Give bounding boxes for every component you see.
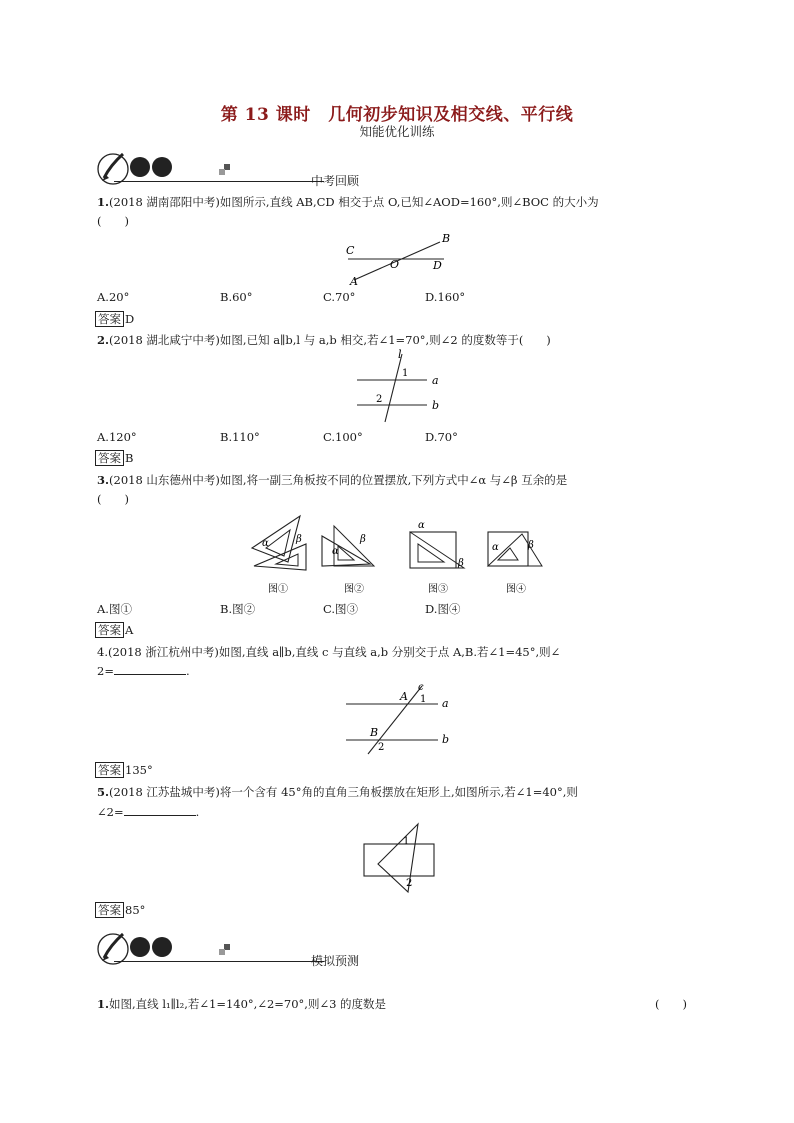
q1-answer bbox=[95, 311, 134, 327]
question-number: 4. bbox=[97, 645, 108, 659]
q3-option-c: C.图③ bbox=[323, 602, 359, 616]
label-1: 1 bbox=[402, 368, 409, 379]
q1-option-c: C.70° bbox=[323, 290, 356, 304]
q2-answer bbox=[95, 450, 133, 466]
label-alpha: α bbox=[262, 538, 269, 549]
section-rule bbox=[114, 961, 324, 962]
question-text: (2018 山东德州中考)如图,将一副三角板按不同的位置摆放,下列方式中∠α 与∠β 互余的是 bbox=[109, 473, 568, 487]
q2-figure-parallel-lines bbox=[355, 348, 445, 426]
section-rule bbox=[114, 181, 324, 182]
answer-value: D bbox=[125, 312, 135, 326]
label-beta: β bbox=[458, 558, 464, 569]
answer-label: 答案 bbox=[95, 762, 124, 778]
question-2 bbox=[97, 332, 551, 348]
label-2: 2 bbox=[406, 878, 413, 889]
q3-option-d: D.图④ bbox=[425, 602, 461, 616]
q3-option-a: A.图① bbox=[97, 602, 132, 616]
question-number: 3. bbox=[97, 473, 110, 487]
label-alpha: α bbox=[332, 546, 339, 557]
label-a: a bbox=[432, 374, 439, 387]
question-text: (2018 湖南邵阳中考)如图所示,直线 AB,CD 相交于点 O,已知∠AOD=160°,则∠BOC 的大小为 bbox=[109, 195, 599, 209]
q1-option-b: B.60° bbox=[220, 290, 253, 304]
label-alpha: α bbox=[418, 520, 425, 531]
square-marker-icon bbox=[219, 164, 233, 178]
q1-option-a: A.20° bbox=[97, 290, 130, 304]
label-o: O bbox=[390, 258, 400, 271]
answer-value: 135° bbox=[125, 763, 153, 777]
question-4 bbox=[97, 644, 560, 660]
answer-label: 答案 bbox=[95, 902, 124, 918]
label-c: c bbox=[418, 682, 424, 693]
label-a-point: A bbox=[400, 690, 408, 703]
q3-option-b: B.图② bbox=[220, 602, 256, 616]
question-text: 如图,直线 l₁∥l₂,若∠1=140°,∠2=70°,则∠3 的度数是 bbox=[109, 997, 387, 1011]
q2-option-d: D.70° bbox=[425, 430, 458, 444]
label-c: C bbox=[346, 244, 355, 257]
label-beta: β bbox=[360, 534, 366, 545]
question-4-line2: 2= . bbox=[97, 664, 190, 678]
answer-blank[interactable] bbox=[114, 663, 186, 675]
q4-answer bbox=[95, 762, 153, 778]
label-beta: β bbox=[296, 534, 302, 545]
q5-figure-triangle-on-rectangle bbox=[360, 820, 440, 896]
label-beta: β bbox=[528, 540, 534, 551]
q3-figure-2 bbox=[322, 526, 374, 595]
caption-fig-1: 图① bbox=[268, 584, 288, 595]
question-5-line2: ∠2= . bbox=[97, 805, 200, 819]
question-number: 1. bbox=[97, 997, 110, 1011]
label-a: A bbox=[350, 275, 358, 288]
question-number: 2. bbox=[97, 333, 110, 347]
q2-option-a: A.120° bbox=[97, 430, 137, 444]
q3-answer bbox=[95, 622, 133, 638]
answer-label: 答案 bbox=[95, 450, 124, 466]
label-1: 1 bbox=[403, 836, 410, 847]
label-b: B bbox=[442, 232, 451, 245]
question-1 bbox=[97, 194, 599, 210]
caption-fig-4: 图④ bbox=[506, 584, 526, 595]
question-number: 1. bbox=[97, 195, 110, 209]
question-1-paren: ( ) bbox=[97, 214, 129, 228]
page-title: 第 13 课时 几何初步知识及相交线、平行线 bbox=[220, 105, 574, 125]
label-b: b bbox=[432, 399, 440, 412]
question-3 bbox=[97, 472, 567, 488]
answer-value: A bbox=[125, 623, 134, 637]
label-2: 2 bbox=[378, 742, 385, 753]
square-marker-icon bbox=[219, 944, 233, 958]
question-number: 5. bbox=[97, 785, 110, 799]
q4-figure-parallel-lines bbox=[342, 680, 452, 758]
q2-option-c: C.100° bbox=[323, 430, 363, 444]
q2-option-b: B.110° bbox=[220, 430, 260, 444]
question-text: (2018 湖北咸宁中考)如图,已知 a∥b,l 与 a,b 相交,若∠1=70°,则∠2 的度数等于( ) bbox=[109, 333, 551, 347]
answer-label: 答案 bbox=[95, 311, 124, 327]
answer-blank[interactable] bbox=[124, 804, 196, 816]
section-header-review bbox=[96, 150, 360, 188]
label-2: 2 bbox=[376, 394, 383, 405]
question-5 bbox=[97, 784, 578, 800]
caption-fig-3: 图③ bbox=[428, 584, 448, 595]
question-text: (2018 浙江杭州中考)如图,直线 a∥b,直线 c 与直线 a,b 分别交于点 A,B.若∠1=45°,则∠ bbox=[107, 645, 561, 659]
prediction-question-1 bbox=[97, 996, 386, 1012]
section-label-review: 中考回顾 bbox=[311, 174, 360, 188]
q5-answer bbox=[95, 902, 145, 918]
label-alpha: α bbox=[492, 542, 499, 553]
question-text-continued: ∠2= bbox=[97, 805, 124, 819]
page-subtitle: 知能优化训练 bbox=[359, 124, 435, 139]
label-b-line: b bbox=[442, 733, 450, 746]
label-l: l bbox=[398, 348, 402, 361]
q1-option-d: D.160° bbox=[425, 290, 466, 304]
section-header-prediction bbox=[96, 930, 360, 968]
q3-figure-4 bbox=[488, 532, 542, 595]
section-label-prediction: 模拟预测 bbox=[311, 954, 360, 968]
answer-label: 答案 bbox=[95, 622, 124, 638]
prediction-question-1-paren: ( ) bbox=[655, 997, 687, 1011]
answer-value: 85° bbox=[125, 903, 146, 917]
question-text-continued: 2= bbox=[97, 664, 114, 678]
question-text: (2018 江苏盐城中考)将一个含有 45°角的直角三角板摆放在矩形上,如图所示,若∠1=40°,则 bbox=[109, 785, 578, 799]
q3-figure-3 bbox=[410, 520, 464, 595]
question-3-paren: ( ) bbox=[97, 492, 129, 506]
label-d: D bbox=[433, 259, 442, 272]
q3-figure-1 bbox=[252, 516, 306, 595]
label-a-line: a bbox=[442, 697, 449, 710]
label-1: 1 bbox=[420, 694, 427, 705]
q3-figures-triangle-rulers bbox=[248, 514, 548, 596]
caption-fig-2: 图② bbox=[344, 584, 364, 595]
label-b-point: B bbox=[370, 726, 379, 739]
q1-figure-intersecting-lines bbox=[340, 230, 460, 288]
answer-value: B bbox=[125, 451, 134, 465]
